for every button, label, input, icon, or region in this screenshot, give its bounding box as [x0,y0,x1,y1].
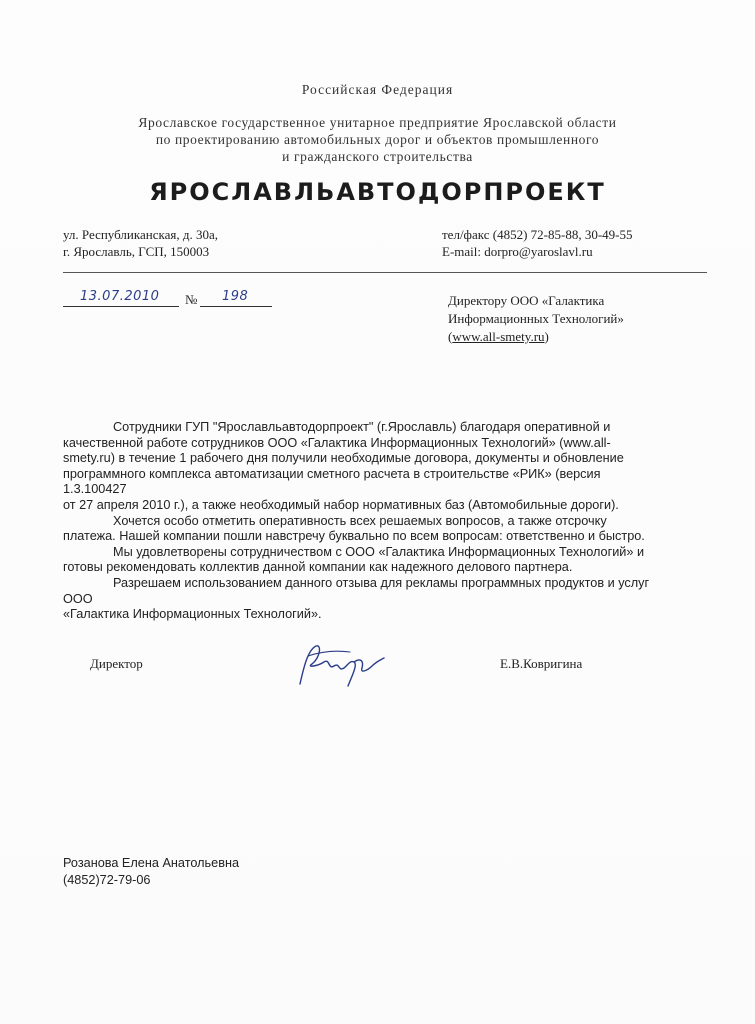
org-line: и гражданского строительства [282,149,473,164]
executor-phone: (4852)72-79-06 [63,873,151,887]
body-line: Разрешаем использованием данного отзыва для рекламы программных продуктов и услуг ООО [63,575,650,606]
org-line: по проектированию автомобильных дорог и объектов промышленного [155,132,600,147]
body-line: Мы удовлетворены сотрудничеством с ООО «Галактика Информационных Технологий» и [113,544,645,559]
body-line: готовы рекомендовать коллектив данной компании как надежного делового партнера. [63,560,573,575]
postal-address [63,226,218,260]
number-sign: № [185,292,198,307]
date-underline [63,306,179,307]
organization-description [0,114,755,165]
body-line: Сотрудники ГУП "Ярославльавтодорпроект" (г.Ярославль) благодаря оперативной и [113,420,611,434]
org-line: Ярославское государственное унитарное предприятие Ярославской области [138,115,617,130]
phone-fax: тел/факс (4852) 72-85-88, 30-49-55 [442,227,633,242]
country-heading: Российская Федерация [301,82,454,97]
body-line: программного комплекса автоматизации сметного расчета в строительстве «РИК» (версия 1.3.100427 [63,466,601,497]
executor-name: Розанова Елена Анатольевна [63,856,240,870]
number-underline [200,306,272,307]
body-line: Хочется особо отметить оперативность всех решаемых вопросов, а также отсрочку [113,513,607,528]
addressee-line: Информационных Технологий» [448,311,624,326]
body-line: «Галактика Информационных Технологий». [63,607,322,622]
letter-number: 198 [222,289,249,304]
body-line: от 27 апреля 2010 г.), а также необходимый набор нормативных баз (Автомобильные дороги). [63,497,619,512]
contact-details [442,226,632,260]
company-brand: ЯРОСЛАВЛЬАВТОДОРПРОЕКТ [149,178,606,206]
addressee-block [448,292,624,346]
body-line: smety.ru) в течение 1 рабочего дня получили необходимые договора, документы и обновление [63,451,624,466]
signatory-position: Директор [90,656,143,671]
address-line: ул. Республиканская, д. 30а, [63,227,218,242]
body-line: платежа. Нашей компании пошли навстречу буквально по всем вопросам: ответственно и быстро. [63,529,645,544]
body-line: качественной работе сотрудников ООО «Галактика Информационных Технологий» (www.all- [63,435,611,450]
addressee-line: (www.all-smety.ru) [448,329,549,344]
handwritten-signature [290,636,390,694]
address-line: г. Ярославль, ГСП, 150003 [63,244,210,259]
executor-contact [63,855,239,889]
letter-date: 13.07.2010 [80,289,160,304]
header-divider [63,272,707,273]
addressee-line: Директору ООО «Галактика [448,293,605,308]
letter-body [63,420,663,623]
signatory-name: Е.В.Ковригина [500,656,583,671]
email: E-mail: dorpro@yaroslavl.ru [442,244,593,259]
website-link[interactable]: www.all-smety.ru [452,329,545,344]
